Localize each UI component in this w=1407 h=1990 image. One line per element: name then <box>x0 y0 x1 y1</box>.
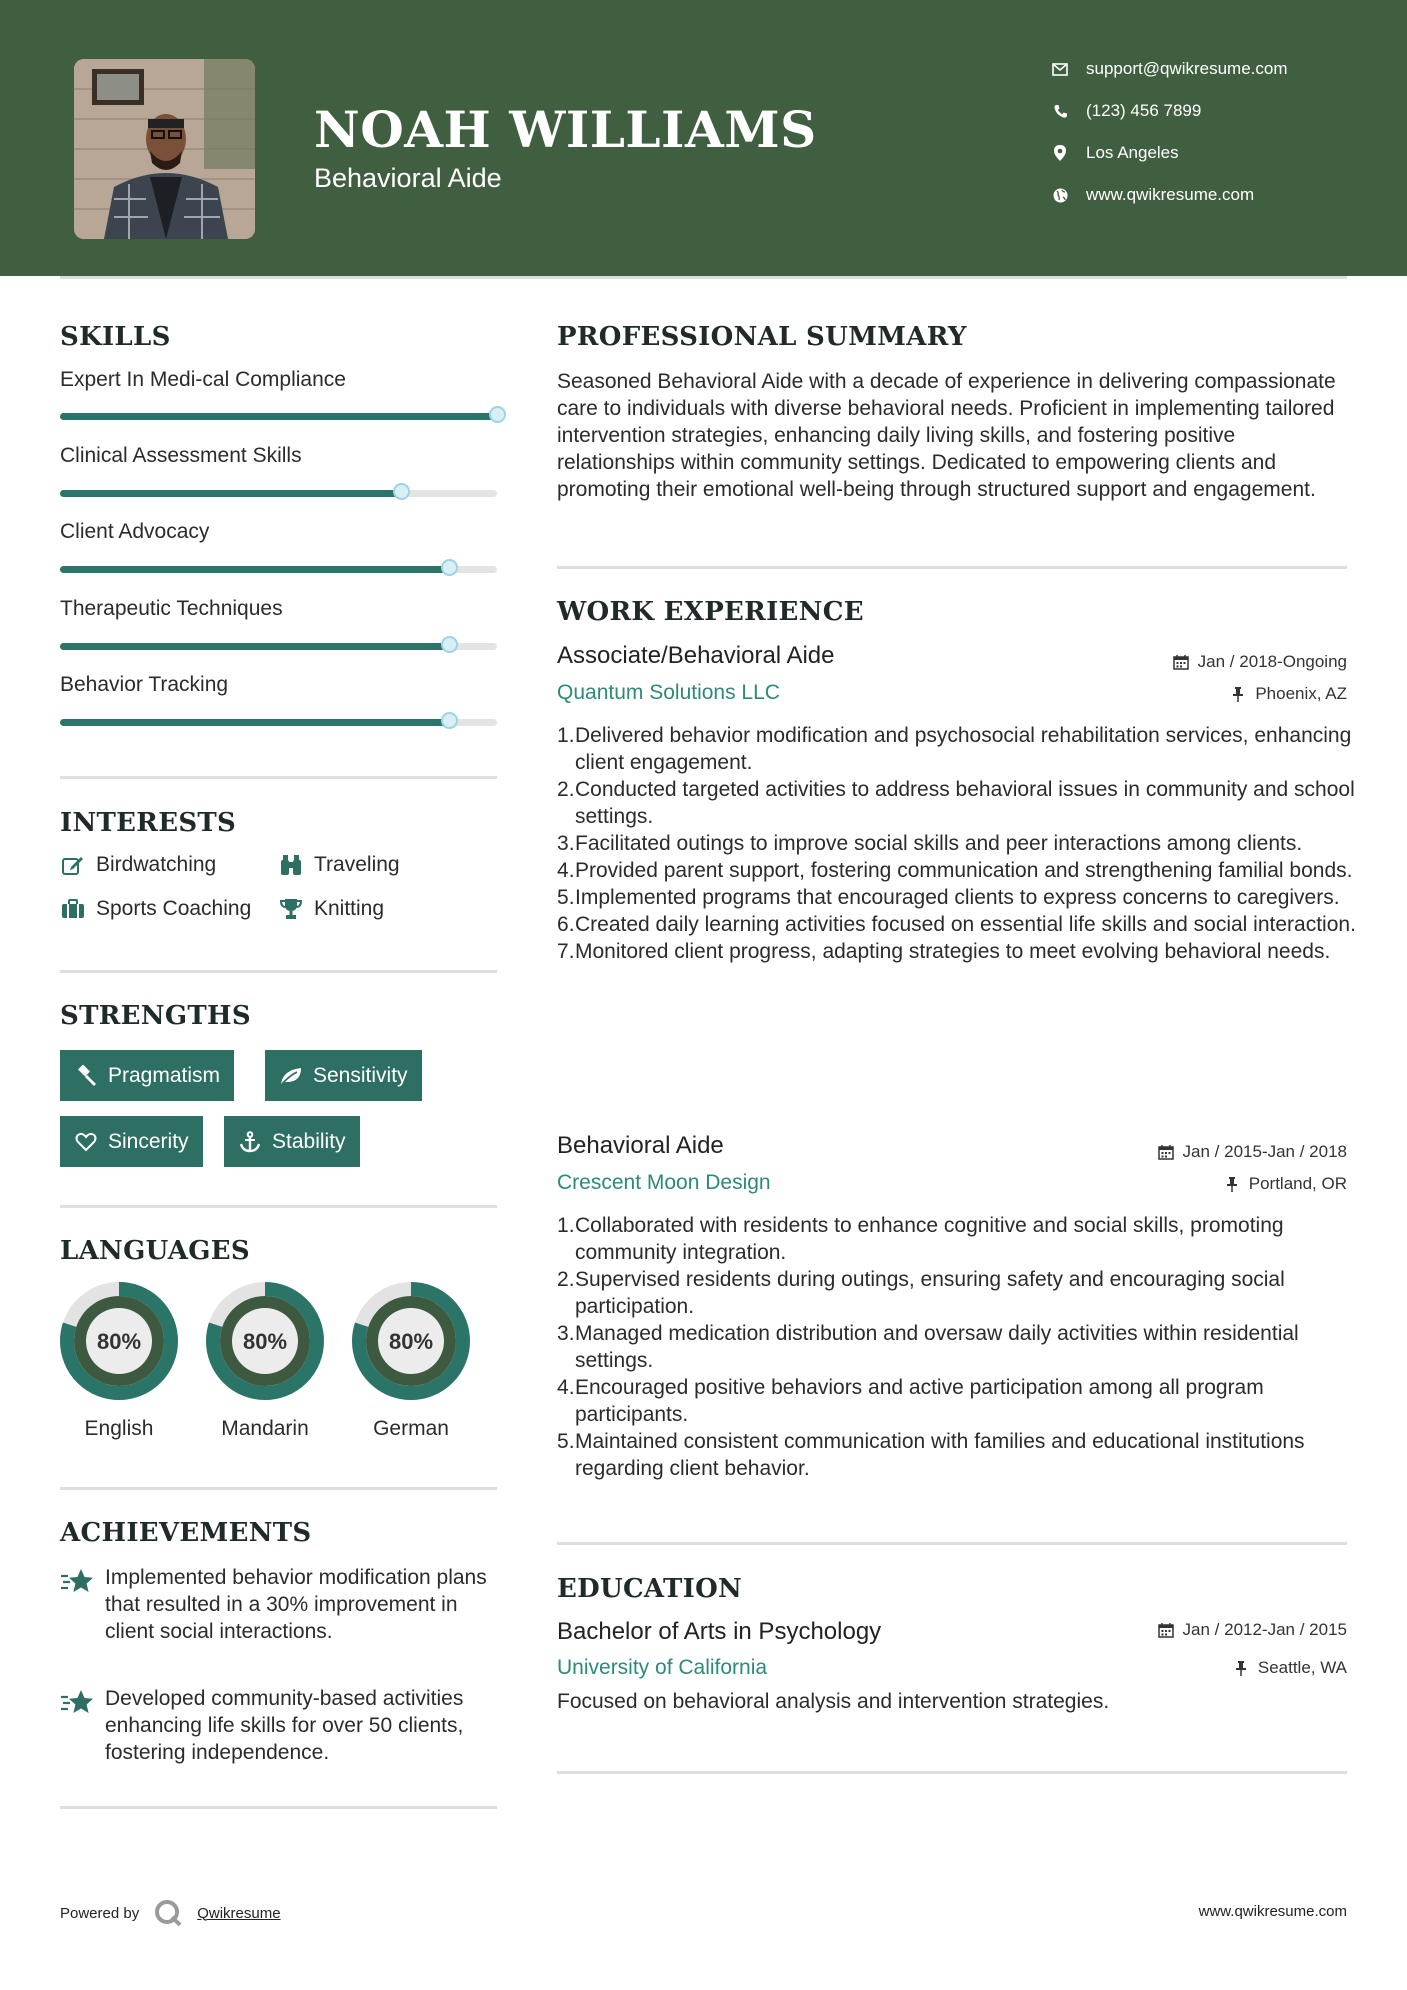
section-divider <box>60 776 497 779</box>
duty-item: Collaborated with residents to enhance cognitive and social skills, promoting community integration. <box>575 1214 1284 1264</box>
summary-heading: PROFESSIONAL SUMMARY <box>557 322 967 352</box>
school-name: University of California <box>557 1656 768 1679</box>
footer-website[interactable]: www.qwikresume.com <box>1198 1903 1347 1920</box>
interest-item <box>278 897 384 921</box>
job-location-text: Portland, OR <box>1248 1174 1347 1193</box>
skills-heading: SKILLS <box>60 322 171 352</box>
star-icon <box>60 1567 94 1597</box>
section-divider <box>60 1205 497 1208</box>
language-label: English <box>84 1417 154 1440</box>
strengths-heading: STRENGTHS <box>60 1001 251 1031</box>
heart-icon <box>74 1130 98 1154</box>
contact-phone-text: (123) 456 7899 <box>1086 101 1202 120</box>
achievement-item <box>60 1564 500 1645</box>
duty-item: Delivered behavior modification and psychosocial rehabilitation services, enhancing client engagement. <box>575 724 1352 774</box>
contact-email-text: support@qwikresume.com <box>1086 59 1288 78</box>
skill-bar-knob <box>441 712 458 729</box>
education-dates <box>1157 1620 1347 1640</box>
skill-bar-knob <box>393 483 410 500</box>
achievements-heading: ACHIEVEMENTS <box>60 1518 312 1548</box>
skill-bar <box>60 490 497 497</box>
map-marker-icon <box>1050 143 1070 163</box>
interest-label: Traveling <box>314 853 400 876</box>
strength-label: Sensitivity <box>313 1063 408 1087</box>
language-percent: 80% <box>242 1329 288 1354</box>
interest-item <box>278 853 400 877</box>
leaf-icon <box>279 1064 303 1088</box>
skill-bar-fill <box>60 719 449 726</box>
education-heading: EDUCATION <box>557 1574 743 1604</box>
section-divider <box>60 1806 497 1809</box>
pushpin-icon <box>1229 685 1247 703</box>
interest-item <box>60 897 251 921</box>
duty-item: Conducted targeted activities to address behavioral issues in community and school settings. <box>575 778 1355 828</box>
section-divider <box>557 1771 1347 1774</box>
skill-bar-knob <box>441 559 458 576</box>
section-divider <box>557 1542 1347 1545</box>
job-title: Associate/Behavioral Aide <box>557 642 835 669</box>
interest-label: Birdwatching <box>96 853 217 876</box>
languages-heading: LANGUAGES <box>60 1236 250 1266</box>
header-divider <box>60 276 1347 279</box>
language-percent: 80% <box>388 1329 434 1354</box>
duty-item: Encouraged positive behaviors and active participation among all program participants. <box>575 1376 1264 1426</box>
skill-bar-fill <box>60 490 401 497</box>
interests-heading: INTERESTS <box>60 808 237 838</box>
powered-by-label: Powered by <box>60 1904 140 1922</box>
job-location-text: Phoenix, AZ <box>1255 684 1347 703</box>
language-percent: 80% <box>96 1329 142 1354</box>
job-location <box>1229 684 1347 704</box>
skill-label: Behavior Tracking <box>60 673 229 696</box>
company-name: Quantum Solutions LLC <box>557 681 780 704</box>
achievement-text: Implemented behavior modification plans that resulted in a 30% improvement in client social interactions. <box>105 1566 487 1643</box>
star-icon <box>60 1688 94 1718</box>
language-label: German <box>373 1417 449 1440</box>
trophy-icon <box>278 897 304 921</box>
summary-text: Seasoned Behavioral Aide with a decade of experience in delivering compassionate care to individuals with diverse behavioral needs. Proficient in implementing tailored intervention strategies, enhancing daily living skills, and fostering positive relationships within community settings. Dedicated to empowering clients and promoting their emotional well-being through structured support and engagement. <box>557 370 1336 501</box>
contact-website[interactable] <box>1050 180 1254 210</box>
pushpin-icon <box>1223 1175 1241 1193</box>
duty-item: Managed medication distribution and oversaw daily activities within residential settings. <box>575 1322 1299 1372</box>
skill-bar-fill <box>60 413 497 420</box>
section-divider <box>557 566 1347 569</box>
experience-heading: WORK EXPERIENCE <box>557 597 864 627</box>
interest-item <box>60 853 216 877</box>
strength-badge <box>60 1050 234 1101</box>
skill-label: Client Advocacy <box>60 520 210 543</box>
strength-label: Pragmatism <box>108 1063 221 1087</box>
duty-item: Implemented programs that encouraged clients to express concerns to caregivers. <box>575 886 1340 909</box>
contact-phone[interactable] <box>1050 96 1201 126</box>
job-dates-text: Jan / 2015-Jan / 2018 <box>1182 1142 1347 1161</box>
strength-badge <box>60 1116 203 1167</box>
phone-icon <box>1050 101 1070 121</box>
job-duties <box>557 1212 1365 1482</box>
language-ring <box>350 1280 472 1402</box>
job-title: Behavioral Aide <box>557 1132 724 1159</box>
contact-email[interactable] <box>1050 54 1288 84</box>
company-name: Crescent Moon Design <box>557 1171 771 1194</box>
achievement-text: Developed community-based activities enhancing life skills for over 50 clients, fostering independence. <box>105 1687 464 1764</box>
edit-icon <box>60 853 86 877</box>
skill-bar <box>60 413 497 420</box>
calendar-icon <box>1172 653 1190 671</box>
duty-item: Maintained consistent communication with families and educational institutions regarding client behavior. <box>575 1430 1305 1480</box>
education-dates-text: Jan / 2012-Jan / 2015 <box>1182 1620 1347 1639</box>
briefcase-icon <box>60 897 86 921</box>
job-dates <box>1157 1142 1347 1162</box>
skill-bar <box>60 566 497 573</box>
qwikresume-logo-icon <box>153 1898 183 1928</box>
education-location <box>1232 1658 1347 1678</box>
language-label: Mandarin <box>221 1417 309 1440</box>
candidate-title: Behavioral Aide <box>314 163 502 193</box>
achievement-item <box>60 1685 500 1766</box>
skill-bar <box>60 719 497 726</box>
envelope-icon <box>1050 59 1070 79</box>
interest-label: Knitting <box>314 897 385 920</box>
globe-icon <box>1050 185 1070 205</box>
skill-bar-knob <box>441 636 458 653</box>
skill-bar <box>60 643 497 650</box>
section-divider <box>60 970 497 973</box>
duty-item: Provided parent support, fostering communication and strengthening familial bonds. <box>575 859 1353 882</box>
skill-bar-fill <box>60 643 449 650</box>
job-duties <box>557 722 1365 965</box>
education-description: Focused on behavioral analysis and intervention strategies. <box>557 1690 1110 1713</box>
skill-label: Therapeutic Techniques <box>60 597 283 620</box>
duty-item: Supervised residents during outings, ensuring safety and encouraging social participation. <box>575 1268 1285 1318</box>
calendar-icon <box>1157 1621 1175 1639</box>
duty-item: Facilitated outings to improve social skills and peer interactions among clients. <box>575 832 1303 855</box>
strength-badge <box>224 1116 360 1167</box>
skill-label: Clinical Assessment Skills <box>60 444 302 467</box>
job-dates-text: Jan / 2018-Ongoing <box>1197 652 1347 671</box>
calendar-icon <box>1157 1143 1175 1161</box>
profile-photo <box>74 59 255 239</box>
binoculars-icon <box>278 853 304 877</box>
language-ring <box>204 1280 326 1402</box>
strength-label: Sincerity <box>108 1129 189 1153</box>
anchor-icon <box>238 1130 262 1154</box>
strength-label: Stability <box>272 1129 346 1153</box>
strength-badge <box>265 1050 422 1101</box>
interest-label: Sports Coaching <box>96 897 252 920</box>
degree-title: Bachelor of Arts in Psychology <box>557 1618 882 1645</box>
section-divider <box>60 1487 497 1490</box>
language-ring <box>58 1280 180 1402</box>
brand-link[interactable]: Qwikresume <box>197 1904 281 1922</box>
duty-item: Monitored client progress, adapting strategies to meet evolving behavioral needs. <box>575 940 1331 963</box>
gavel-icon <box>74 1064 98 1088</box>
resume-header <box>0 0 1407 276</box>
job-location <box>1223 1174 1347 1194</box>
candidate-name: NOAH WILLIAMS <box>314 100 817 159</box>
contact-location <box>1050 138 1179 168</box>
skill-bar-knob <box>489 406 506 423</box>
contact-location-text: Los Angeles <box>1086 143 1179 162</box>
footer-powered-by <box>60 1898 281 1928</box>
pushpin-icon <box>1232 1659 1250 1677</box>
duty-item: Created daily learning activities focused on essential life skills and social interaction. <box>575 913 1356 936</box>
contact-website-text: www.qwikresume.com <box>1086 185 1255 204</box>
education-location-text: Seattle, WA <box>1257 1658 1347 1677</box>
skill-bar-fill <box>60 566 449 573</box>
skill-label: Expert In Medi-cal Compliance <box>60 368 346 391</box>
job-dates <box>1172 652 1347 672</box>
